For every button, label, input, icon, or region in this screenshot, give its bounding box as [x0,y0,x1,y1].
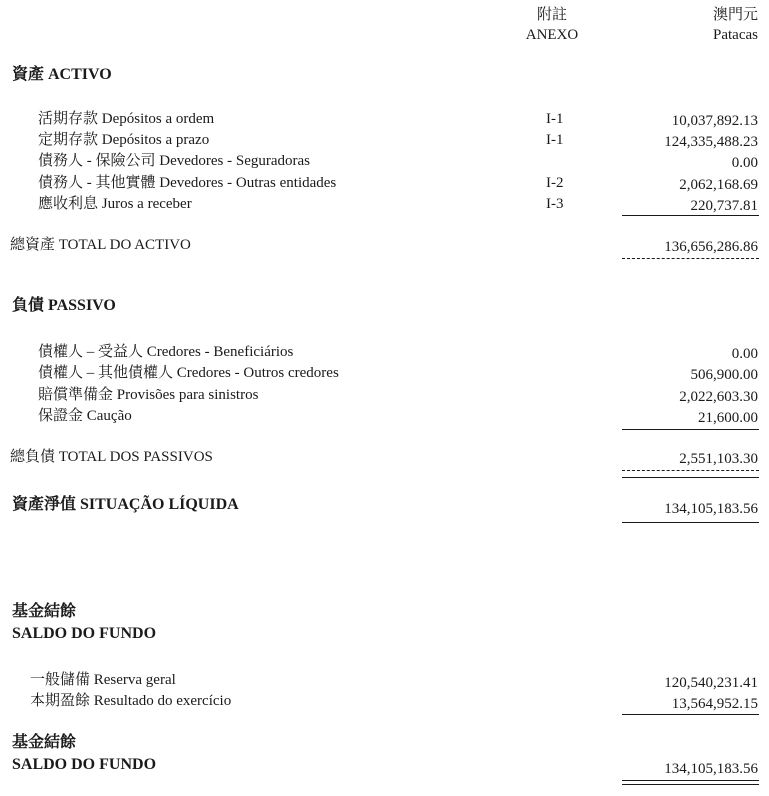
currency-header-zh: 澳門元 [712,7,758,23]
liabilities-heading: 負債 PASSIVO [12,297,116,314]
fund-row-label: 本期盈餘 Resultado do exercício [30,693,232,709]
liability-row-label: 保證金 Caução [38,408,132,424]
assets-total-label: 總資產 TOTAL DO ACTIVO [10,237,191,253]
total-rule [622,477,759,478]
total-rule [622,522,759,523]
asset-row-label: 債務人 - 保險公司 Devedores - Seguradoras [38,153,311,169]
liability-row-amount: 506,900.00 [690,367,758,383]
subtotal-rule [622,215,759,216]
liability-row-label: 債權人 – 受益人 Credores - Beneficiários [38,344,294,360]
liability-row-amount: 2,022,603.30 [679,389,758,405]
liability-row-amount: 0.00 [731,346,758,362]
liability-row-amount: 21,600.00 [698,410,758,426]
total-rule [622,258,759,259]
asset-row-annex: I-2 [546,175,564,191]
assets-heading: 資產 ACTIVO [12,66,112,83]
liability-row-label: 債權人 – 其他債權人 Credores - Outros credores [38,365,339,381]
liability-row-label: 賠償準備金 Provisões para sinistros [38,387,259,403]
fund-row-amount: 120,540,231.41 [664,675,758,691]
annex-header-pt: ANEXO [525,27,579,43]
asset-row-label: 活期存款 Depósitos a ordem [38,111,215,127]
double-total-rule [622,780,759,785]
asset-row-label: 定期存款 Depósitos a prazo [38,132,210,148]
asset-row-label: 債務人 - 其他實體 Devedores - Outras entidades [38,175,337,191]
fund-heading-pt: SALDO DO FUNDO [12,625,157,642]
asset-row-amount: 220,737.81 [690,198,758,214]
net-position-amount: 134,105,183.56 [664,501,758,517]
asset-row-amount: 124,335,488.23 [664,134,758,150]
asset-row-annex: I-3 [546,196,564,212]
subtotal-rule [622,714,759,715]
asset-row-label: 應收利息 Juros a receber [38,196,192,212]
subtotal-rule [622,429,759,430]
net-position-label: 資產淨值 SITUAÇÃO LÍQUIDA [12,496,239,513]
currency-header-pt: Patacas [713,27,758,43]
total-rule [622,470,759,471]
asset-row-annex: I-1 [546,132,564,148]
asset-row-amount: 0.00 [731,155,758,171]
fund-total-pt: SALDO DO FUNDO [12,756,157,773]
fund-row-label: 一般儲備 Reserva geral [30,672,176,688]
liabilities-total-amount: 2,551,103.30 [679,451,758,467]
fund-total-amount: 134,105,183.56 [664,761,758,777]
fund-total-zh: 基金結餘 [12,734,77,751]
asset-row-amount: 10,037,892.13 [671,113,758,129]
assets-total-amount: 136,656,286.86 [664,239,758,255]
liabilities-total-label: 總負債 TOTAL DOS PASSIVOS [10,449,213,465]
fund-heading-zh: 基金結餘 [12,603,77,620]
fund-row-amount: 13,564,952.15 [671,696,758,712]
asset-row-annex: I-1 [546,111,564,127]
annex-header-zh: 附註 [536,7,567,23]
asset-row-amount: 2,062,168.69 [679,177,758,193]
